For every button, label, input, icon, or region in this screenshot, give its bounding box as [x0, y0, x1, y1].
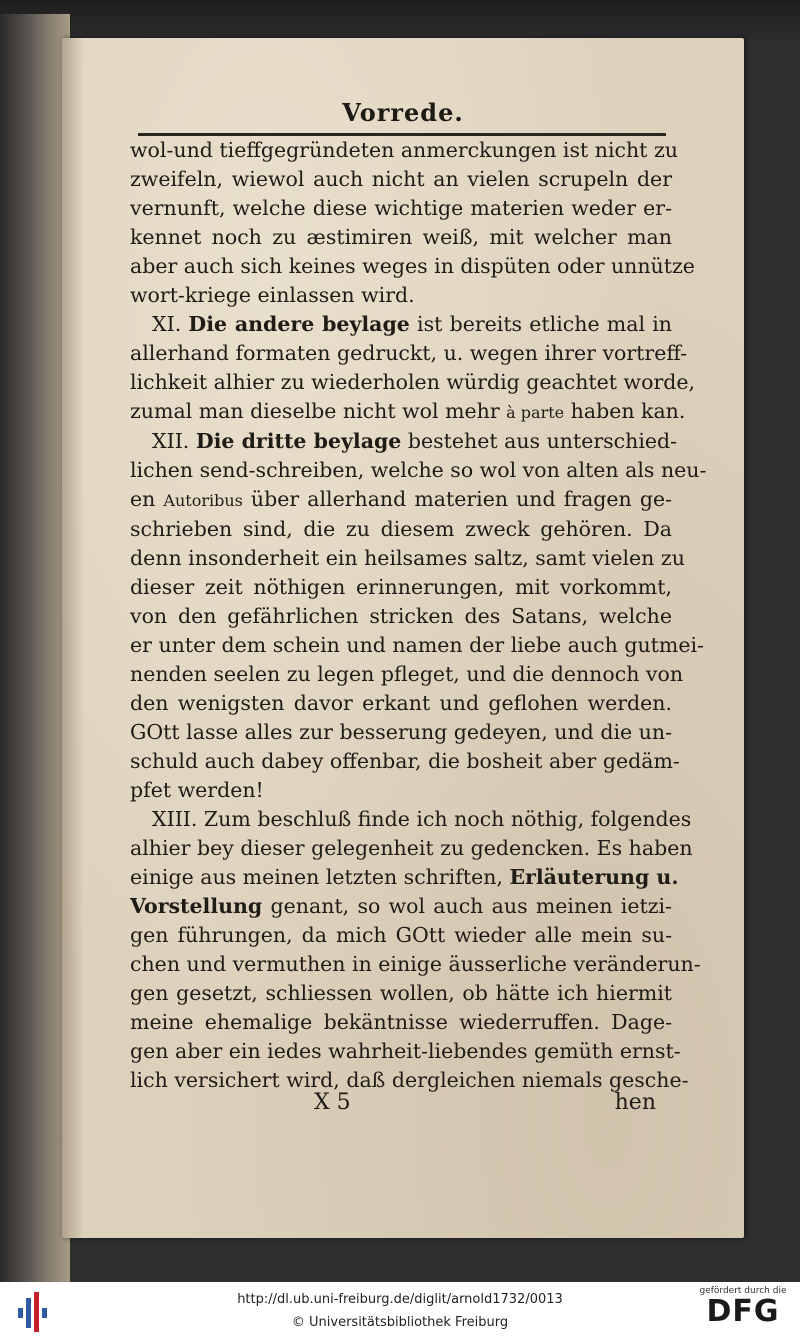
text-run: bestehet aus unterschied-	[401, 429, 678, 453]
text-run: ist bereits etliche mal in	[409, 312, 672, 336]
text-line	[130, 223, 672, 252]
copyright-notice: © Universitätsbibliothek Freiburg	[291, 1315, 509, 1330]
text-line	[130, 194, 672, 223]
text-run: pfet werden!	[130, 778, 264, 802]
text-run: gen aber ein iedes wahrheit-liebendes gemüth ernst-	[130, 1039, 681, 1063]
text-run: Autoribus	[163, 491, 243, 510]
viewer-footer	[0, 1282, 800, 1340]
text-run: gen gesetzt, schliessen wollen, ob hätte ich hiermit	[130, 981, 672, 1005]
text-line	[130, 631, 704, 660]
text-line	[130, 252, 695, 281]
catchword: hen	[614, 1090, 656, 1115]
text-run: XIII. Zum beschluß finde ich noch nöthig, folgendes	[152, 807, 692, 831]
text-line	[130, 892, 672, 921]
text-run: schuld auch dabey offenbar, die bosheit aber gedäm-	[130, 749, 680, 773]
body-text	[130, 136, 707, 1095]
text-line	[130, 776, 672, 805]
text-run: GOtt lasse alles zur besserung gedeyen, und die un-	[130, 720, 672, 744]
text-run: en	[130, 487, 164, 511]
text-line	[130, 689, 672, 718]
text-line	[130, 979, 672, 1008]
text-line	[130, 427, 678, 456]
text-run: aber auch sich keines weges in dispüten oder unnütze	[130, 254, 695, 278]
text-line	[130, 485, 672, 515]
text-line	[130, 515, 672, 544]
text-line	[130, 281, 672, 310]
text-line	[130, 950, 701, 979]
emphasis-text: Die dritte beylage	[195, 429, 402, 453]
text-run: wort-kriege einlassen wird.	[130, 283, 415, 307]
text-line	[130, 602, 672, 631]
text-line	[130, 544, 685, 573]
text-line	[130, 573, 672, 602]
running-head: Vorrede.	[342, 98, 464, 127]
text-line	[130, 921, 672, 950]
text-line	[130, 456, 707, 485]
emphasis-text: Vorstellung	[130, 894, 263, 918]
dfg-caption: gefördert durch die	[699, 1286, 787, 1296]
dfg-wordmark: DFG	[706, 1294, 780, 1329]
emphasis-text: Erläuterung u.	[509, 865, 679, 889]
text-run: kennet noch zu æstimiren weiß, mit welcher man	[130, 225, 672, 249]
text-run: lichkeit alhier zu wiederholen würdig geachtet worde,	[130, 370, 696, 394]
text-run: alhier bey dieser gelegenheit zu gedencken. Es haben	[130, 836, 693, 860]
text-run: XI.	[152, 312, 189, 336]
text-run: genant, so wol auch aus meinen ietzi-	[262, 894, 672, 918]
text-line	[130, 136, 678, 165]
text-line	[130, 718, 672, 747]
text-run: zumal man dieselbe nicht wol mehr	[130, 399, 507, 423]
text-run: XII.	[152, 429, 196, 453]
text-run: über allerhand materien und fragen ge-	[242, 487, 672, 511]
text-line	[130, 397, 686, 427]
text-line	[130, 660, 684, 689]
dfg-logo[interactable]	[698, 1286, 788, 1328]
text-run: dieser zeit nöthigen erinnerungen, mit vorkommt,	[130, 575, 672, 599]
emphasis-text: Die andere beylage	[188, 312, 410, 336]
text-line	[130, 1008, 672, 1037]
text-line	[130, 165, 672, 194]
text-run: zweifeln, wiewol auch nicht an vielen scrupeln der	[130, 167, 672, 191]
text-run: gen führungen, da mich GOtt wieder alle mein su-	[130, 923, 672, 947]
text-run: chen und vermuthen in einige äusserliche veränderun-	[130, 952, 701, 976]
page-gutter-shadow	[62, 38, 84, 1238]
text-run: à parte	[506, 403, 565, 422]
book-cover-edge	[0, 14, 70, 1282]
book-page	[62, 38, 744, 1238]
text-run: lich versichert wird, daß dergleichen niemals gesche-	[130, 1068, 689, 1092]
text-run: allerhand formaten gedruckt, u. wegen ihrer vortreff-	[130, 341, 688, 365]
text-run: den wenigsten davor erkant und geflohen werden.	[130, 691, 672, 715]
text-run: er unter dem schein und namen der liebe auch gutmei-	[130, 633, 704, 657]
text-run: haben kan.	[564, 399, 686, 423]
text-line	[130, 310, 672, 339]
book-spine-edge	[0, 0, 800, 40]
text-line	[130, 805, 692, 834]
text-line	[130, 368, 696, 397]
text-line	[130, 834, 693, 863]
text-line	[130, 339, 688, 368]
text-run: meine ehemalige bekäntnisse wiederruffen. Dage-	[130, 1010, 672, 1034]
text-run: lichen send-schreiben, welche so wol von alten als neu-	[130, 458, 707, 482]
permalink-url[interactable]: http://dl.ub.uni-freiburg.de/diglit/arnold1732/0013	[237, 1292, 563, 1307]
text-run: wol-und tieffgegründeten anmerckungen ist nicht zu	[130, 138, 678, 162]
text-run: einige aus meinen letzten schriften,	[130, 865, 510, 889]
signature-mark: X 5	[314, 1090, 351, 1115]
text-run: nenden seelen zu legen pfleget, und die dennoch von	[130, 662, 684, 686]
page-foot	[62, 1090, 744, 1120]
text-run: schrieben sind, die zu diesem zweck gehören. Da	[130, 517, 672, 541]
text-run: denn insonderheit ein heilsames saltz, samt vielen zu	[130, 546, 685, 570]
text-line	[130, 1037, 681, 1066]
text-run: von den gefährlichen stricken des Satans, welche	[130, 604, 672, 628]
text-line	[130, 863, 679, 892]
text-run: vernunft, welche diese wichtige materien weder er-	[130, 196, 672, 220]
text-line	[130, 747, 680, 776]
